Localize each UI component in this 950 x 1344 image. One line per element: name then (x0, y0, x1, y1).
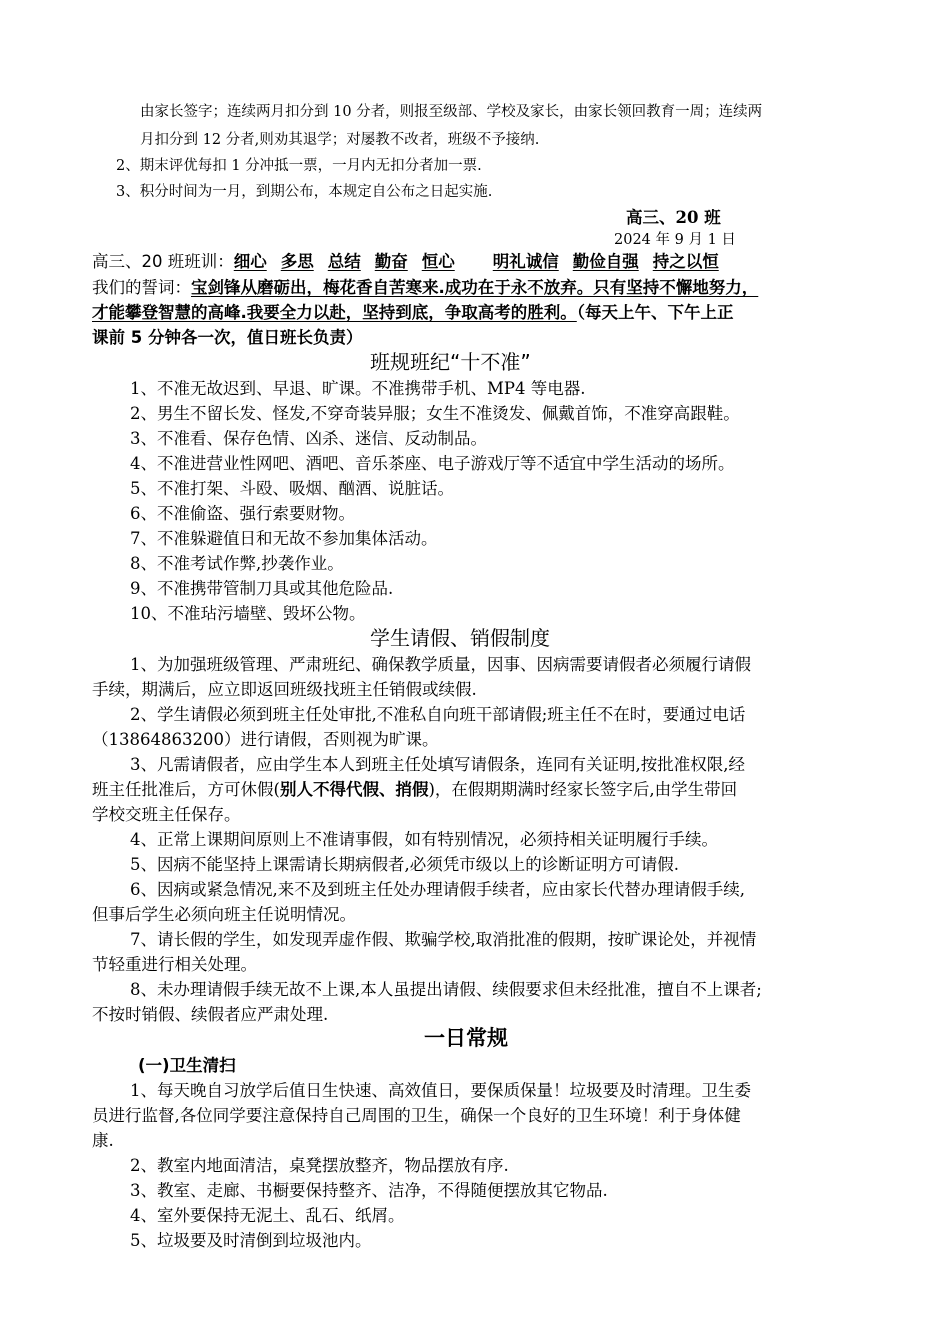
ten-rules-title: 班规班纪“十不准” (370, 350, 531, 374)
oath-line-3: 课前 5 分钟各一次，值日班长负责） (92, 328, 363, 347)
daily-item: 3、教室、走廊、书橱要保持整齐、洁净，不得随便摆放其它物品. (130, 1181, 608, 1200)
rule-item: 10、不准玷污墙壁、毁坏公物。 (130, 604, 366, 623)
daily-item: 5、垃圾要及时清倒到垃圾池内。 (130, 1231, 372, 1250)
oath-line-1 (92, 274, 758, 298)
leave-p6-line1: 6、因病或紧急情况,来不及到班主任处办理请假手续者，应由家长代替办理请假手续, (130, 880, 745, 899)
daily-subtitle: (一)卫生清扫 (138, 1056, 236, 1075)
motto-item: 勤奋 (374, 252, 408, 271)
daily-item: 4、室外要保持无泥土、乱石、纸屑。 (130, 1206, 405, 1225)
rule-item: 2、男生不留长发、怪发,不穿奇装异服；女生不准烫发、佩戴首饰，不准穿高跟鞋。 (130, 404, 740, 423)
motto-item: 总结 (327, 252, 361, 271)
leave-p7-line1: 7、请长假的学生，如发现弄虚作假、欺骗学校,取消批准的假期，按旷课论处，并视情 (130, 930, 757, 949)
oath-label: 我们的誓词： (92, 278, 191, 297)
intro-line-4: 3、积分时间为一月，到期公布，本规定自公布之日起实施. (116, 184, 493, 200)
rule-item: 3、不准看、保存色情、凶杀、迷信、反动制品。 (130, 429, 487, 448)
motto-item: 细心 (233, 252, 267, 271)
leave-p4: 4、正常上课期间原则上不准请事假，如有特别情况，必须持相关证明履行手续。 (130, 830, 718, 849)
leave-p7-line2: 节轻重进行相关处理。 (92, 955, 257, 974)
leave-p2-line1: 2、学生请假必须到班主任处审批,不准私自向班干部请假;班主任不在时，要通过电话 (130, 705, 746, 724)
leave-p3-line3: 学校交班主任保存。 (92, 805, 241, 824)
motto-item: 明礼诚信 (492, 252, 559, 271)
leave-p1-line2: 手续，期满后，应立即返回班级找班主任销假或续假. (92, 680, 477, 699)
leave-title: 学生请假、销假制度 (370, 626, 550, 650)
rule-item: 4、不准进营业性网吧、酒吧、音乐茶座、电子游戏厅等不适宜中学生活动的场所。 (130, 454, 735, 473)
motto-items (234, 252, 719, 271)
daily-p1-line2: 员进行监督,各位同学要注意保持自己周围的卫生，确保一个良好的卫生环境！利于身体健 (92, 1106, 741, 1125)
signature-class: 高三、20 班 (626, 208, 721, 227)
rule-item: 9、不准携带管制刀具或其他危险品. (130, 579, 394, 598)
motto-item: 勤俭自强 (572, 252, 639, 271)
oath-text-2: 才能攀登智慧的高峰.我要全力以赴，坚持到底，争取高考的胜利。 (92, 303, 577, 322)
daily-p1-line3: 康. (92, 1131, 114, 1150)
intro-line-2: 月扣分到 12 分者,则劝其退学；对屡教不改者，班级不予接纳. (140, 132, 540, 148)
intro-line-3: 2、期末评优每扣 1 分冲抵一票，一月内无扣分者加一票. (116, 158, 482, 174)
leave-p3-post: )，在假期期满时经家长签字后,由学生带回 (428, 780, 738, 799)
daily-p1-line1: 1、每天晚自习放学后值日生快速、高效值日，要保质保量！垃圾要及时清理。卫生委 (130, 1081, 751, 1100)
oath-note: （每天上午、下午上正 (576, 303, 734, 322)
rule-item: 1、不准无故迟到、早退、旷课。不准携带手机、MP4 等电器. (130, 379, 586, 398)
intro-line-1: 由家长签字；连续两月扣分到 10 分者，则报至级部、学校及家长，由家长领回教育一周；连续两 (140, 104, 763, 120)
leave-p8-line2: 不按时销假、续假者应严肃处理. (92, 1005, 329, 1024)
rule-item: 8、不准考试作弊,抄袭作业。 (130, 554, 344, 573)
rule-item: 6、不准偷盗、强行索要财物。 (130, 504, 355, 523)
rule-item: 7、不准躲避值日和无故不参加集体活动。 (130, 529, 438, 548)
signature-date: 2024 年 9 月 1 日 (614, 232, 736, 248)
leave-p5: 5、因病不能坚持上课需请长期病假者,必须凭市级以上的诊断证明方可请假. (130, 855, 679, 874)
motto-label: 高三、20 班班训： (92, 252, 234, 271)
leave-p3-pre: 班主任批准后，方可休假( (92, 780, 280, 799)
daily-item: 2、教室内地面清洁，桌凳摆放整齐，物品摆放有序. (130, 1156, 509, 1175)
leave-p2-line2: （13864863200）进行请假，否则视为旷课。 (92, 730, 439, 749)
daily-title: 一日常规 (424, 1026, 508, 1050)
oath-text-1: 宝剑锋从磨砺出，梅花香自苦寒来.成功在于永不放弃。只有坚持不懈地努力， (191, 278, 759, 297)
rule-item: 5、不准打架、斗殴、吸烟、酗酒、说脏话。 (130, 479, 454, 498)
leave-p3-line1: 3、凡需请假者，应由学生本人到班主任处填写请假条，连同有关证明,按批准权限,经 (130, 755, 745, 774)
motto-item: 恒心 (421, 252, 455, 271)
leave-p3-line2 (92, 776, 737, 800)
leave-p6-line2: 但事后学生必须向班主任说明情况。 (92, 905, 356, 924)
motto-item: 持之以恒 (652, 252, 719, 271)
leave-p3-bold: 别人不得代假、捎假 (279, 780, 429, 799)
motto-item: 多思 (280, 252, 314, 271)
leave-p1-line1: 1、为加强班级管理、严肃班纪、确保教学质量，因事、因病需要请假者必须履行请假 (130, 655, 751, 674)
oath-line-2 (92, 299, 734, 323)
class-motto (92, 248, 719, 272)
leave-p8-line1: 8、未办理请假手续无故不上课,本人虽提出请假、续假要求但未经批准，擅自不上课者; (130, 980, 762, 999)
